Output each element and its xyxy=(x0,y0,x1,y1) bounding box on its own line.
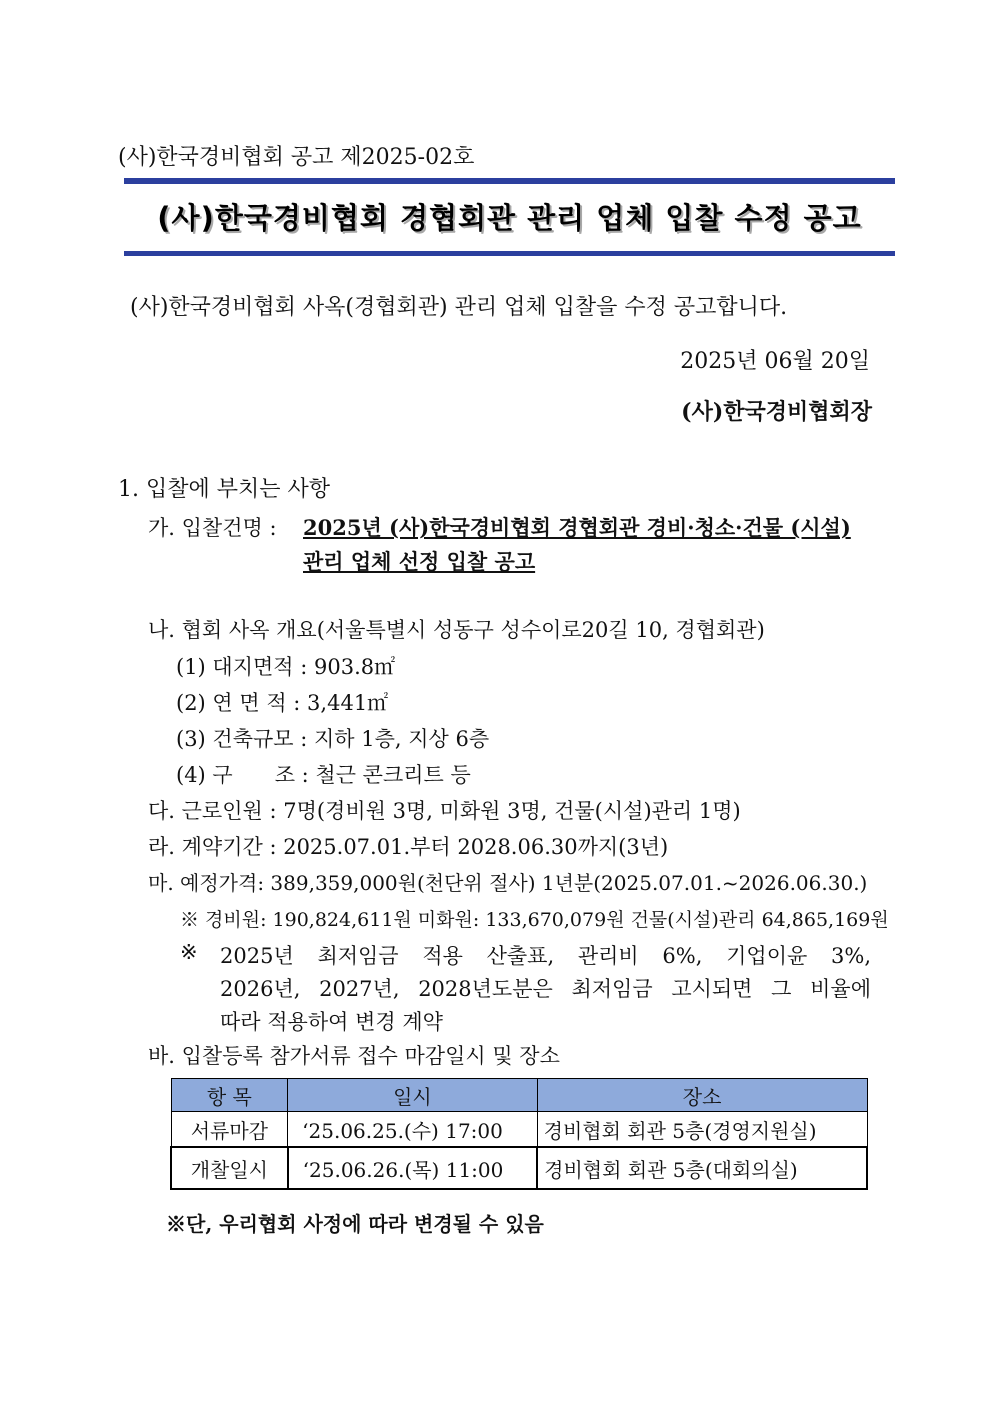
price-breakdown-note: ※ 경비원: 190,824,611원 미화원: 133,670,079원 건물(시설)관리 64,865,169원 xyxy=(180,909,889,931)
header-datetime: 일시 xyxy=(288,1079,537,1112)
row-place: 경비협회 회관 5층(대회의실) xyxy=(537,1147,867,1189)
row-item: 개찰일시 xyxy=(171,1147,288,1189)
title-rule-bottom xyxy=(124,251,895,256)
row-datetime: ‘25.06.25.(수) 17:00 xyxy=(288,1112,537,1148)
bid-name-label: 가. 입찰건명 : xyxy=(148,516,277,540)
bid-name-line2: 관리 업체 선정 입찰 공고 xyxy=(303,549,536,574)
title-rule-top xyxy=(124,178,895,184)
bid-name-line1: 2025년 (사)한국경비협회 경협회관 경비·청소·건물 (시설) xyxy=(303,515,851,540)
row-place: 경비협회 회관 5층(경영지원실) xyxy=(537,1112,867,1148)
change-footnote: ※단, 우리협회 사정에 따라 변경될 수 있음 xyxy=(166,1212,544,1236)
header-item: 항 목 xyxy=(171,1079,288,1112)
row-datetime: ‘25.06.26.(목) 11:00 xyxy=(288,1147,537,1189)
table-row xyxy=(171,1147,867,1189)
building-overview: 나. 협회 사옥 개요(서울특별시 성동구 성수이로20길 10, 경협회관) xyxy=(148,618,765,642)
building-item-site-area: (1) 대지면적 : 903.8㎡ xyxy=(176,655,396,679)
wage-note-mark: ※ xyxy=(180,940,198,964)
table-header-row xyxy=(171,1079,867,1112)
notice-date: 2025년 06월 20일 xyxy=(680,349,870,374)
wage-note-line3: 따라 적용하여 변경 계약 xyxy=(220,1010,443,1034)
submission-heading: 바. 입찰등록 참가서류 접수 마감일시 및 장소 xyxy=(148,1044,560,1068)
building-item-floor-area: (2) 연 면 적 : 3,441㎡ xyxy=(176,691,389,715)
section-heading: 1. 입찰에 부치는 사항 xyxy=(118,477,330,502)
building-item-scale: (3) 건축규모 : 지하 1층, 지상 6층 xyxy=(176,727,490,751)
workers: 다. 근로인원 : 7명(경비원 3명, 미화원 3명, 건물(시설)관리 1명) xyxy=(148,799,741,823)
building-item-structure: (4) 구 조 : 철근 콘크리트 등 xyxy=(176,763,471,787)
schedule-table xyxy=(170,1078,868,1190)
intro-text: (사)한국경비협회 사옥(경협회관) 관리 업체 입찰을 수정 공고합니다. xyxy=(130,295,788,320)
contract-period: 라. 계약기간 : 2025.07.01.부터 2028.06.30까지(3년) xyxy=(148,835,669,859)
estimated-price: 마. 예정가격: 389,359,000원(천단위 절사) 1년분(2025.07.01.~2026.06.30.) xyxy=(148,871,868,895)
notice-number: (사)한국경비협회 공고 제2025-02호 xyxy=(118,145,475,170)
page-title: (사)한국경비협회 경협회관 관리 업체 입찰 수정 공고 xyxy=(157,201,862,235)
table-row xyxy=(171,1112,867,1148)
row-item: 서류마감 xyxy=(171,1112,288,1148)
wage-note-line1: 2025년 최저임금 적용 산출표, 관리비 6%, 기업이윤 3%, xyxy=(220,944,871,968)
wage-note-line2: 2026년, 2027년, 2028년도분은 최저임금 고시되면 그 비율에 xyxy=(220,977,871,1001)
header-place: 장소 xyxy=(537,1079,867,1112)
issuer: (사)한국경비협회장 xyxy=(681,399,872,425)
